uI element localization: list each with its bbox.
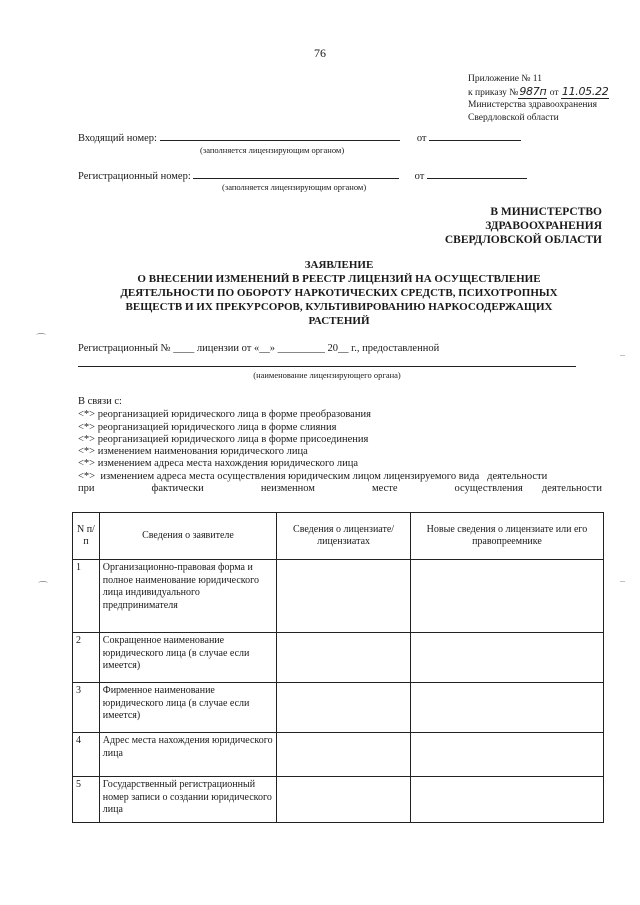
row-label: Адрес места нахождения юридического лица	[99, 733, 276, 777]
incoming-number-label: Входящий номер:	[78, 133, 157, 144]
licensee-cell[interactable]	[277, 683, 411, 733]
appendix-order	[468, 86, 609, 100]
new-info-cell[interactable]	[410, 683, 603, 733]
row-number: 1	[73, 560, 100, 633]
addressee-line-1: В МИНИСТЕРСТВО	[490, 206, 602, 218]
new-info-cell[interactable]	[410, 777, 603, 823]
addressee-line-2: ЗДРАВООХРАНЕНИЯ	[485, 220, 602, 232]
licensee-cell[interactable]	[277, 777, 411, 823]
order-number-handwritten: 987п	[519, 84, 547, 98]
row-label: Фирменное наименование юридического лица (в случае если имеется)	[99, 683, 276, 733]
incoming-date-from: от	[416, 133, 427, 144]
row-number: 5	[73, 777, 100, 823]
appendix-region: Свердловской области	[468, 112, 559, 123]
reason-item[interactable]: <*> реорганизацией юридического лица в форме слияния	[78, 421, 337, 433]
appendix-order-prefix: к приказу №	[468, 87, 519, 98]
registration-number-field[interactable]	[193, 168, 399, 179]
reason-item-continuation: при фактически неизменном месте осуществления деятельности	[78, 483, 602, 495]
row-label: Государственный регистрационный номер записи о создании юридического лица	[99, 777, 276, 823]
reasons-block	[78, 396, 602, 495]
appendix-block	[468, 73, 609, 124]
registration-date-field[interactable]	[427, 168, 527, 179]
title-line-2: О ВНЕСЕНИИ ИЗМЕНЕНИЙ В РЕЕСТР ЛИЦЕНЗИЙ НА ОСУЩЕСТВЛЕНИЕ	[137, 273, 541, 285]
row-number: 2	[73, 633, 100, 683]
title-line-3: ДЕЯТЕЛЬНОСТИ ПО ОБОРОТУ НАРКОТИЧЕСКИХ СРЕДСТВ, ПСИХОТРОПНЫХ	[120, 287, 558, 299]
appendix-order-from: от	[549, 87, 559, 98]
addressee-block	[445, 205, 602, 247]
incoming-date-field[interactable]	[429, 130, 521, 141]
table-row	[73, 777, 604, 823]
title-line-1: ЗАЯВЛЕНИЕ	[304, 259, 374, 271]
incoming-number-field[interactable]	[160, 130, 400, 141]
incoming-number-hint: (заполняется лицензирующим органом)	[200, 145, 345, 155]
row-label: Сокращенное наименование юридического лица (в случае если имеется)	[99, 633, 276, 683]
appendix-ministry: Министерства здравоохранения	[468, 100, 597, 110]
appendix-title: Приложение № 11	[468, 74, 542, 84]
incoming-number-row	[78, 130, 521, 144]
registration-number-hint: (заполняется лицензирующим органом)	[222, 182, 367, 192]
page-number: 76	[314, 46, 326, 60]
reasons-intro: В связи с:	[78, 396, 122, 407]
addressee-line-3: СВЕРДЛОВСКОЙ ОБЛАСТИ	[444, 234, 602, 246]
licensing-organ-field[interactable]	[78, 366, 576, 367]
reason-item[interactable]: <*> реорганизацией юридического лица в форме присоединения	[78, 433, 369, 445]
row-label: Организационно-правовая форма и полное наименование юридического лица индивидуального предпринимателя	[99, 560, 276, 633]
applicant-info-table	[72, 512, 604, 823]
row-number: 3	[73, 683, 100, 733]
table-header-row	[73, 513, 604, 560]
reason-item[interactable]: <*> изменением адреса места нахождения юридического лица	[78, 458, 359, 470]
table-row	[73, 733, 604, 777]
registration-number-row	[78, 168, 527, 182]
new-info-cell[interactable]	[410, 560, 603, 633]
scan-dash-icon: –	[620, 576, 625, 587]
reason-item[interactable]: <*> изменением наименования юридического лица	[78, 446, 308, 458]
document-title	[78, 258, 600, 328]
reason-item[interactable]: <*> реорганизацией юридического лица в форме преобразования	[78, 409, 371, 421]
row-number: 4	[73, 733, 100, 777]
reason-item[interactable]: <*> изменением адреса места осуществления юридическим лицом лицензируемого вида деятельности	[78, 470, 548, 482]
registration-number-label: Регистрационный номер:	[78, 171, 191, 182]
licensee-cell[interactable]	[277, 633, 411, 683]
registration-date-from: от	[414, 171, 425, 182]
header-number: N п/п	[73, 513, 100, 560]
header-new-info: Новые сведения о лицензиате или его правопреемнике	[410, 513, 603, 560]
licensee-cell[interactable]	[277, 560, 411, 633]
title-line-4: ВЕЩЕСТВ И ИХ ПРЕКУРСОРОВ, КУЛЬТИВИРОВАНИЮ НАРКОСОДЕРЖАЩИХ	[125, 301, 553, 313]
header-applicant-info: Сведения о заявителе	[99, 513, 276, 560]
licensee-cell[interactable]	[277, 733, 411, 777]
licensing-organ-hint: (наименование лицензирующего органа)	[253, 370, 401, 380]
table-row	[73, 560, 604, 633]
new-info-cell[interactable]	[410, 633, 603, 683]
scan-mark-icon: ⌒	[38, 582, 48, 593]
table-row	[73, 683, 604, 733]
title-line-5: РАСТЕНИЙ	[308, 315, 370, 327]
scan-dash-icon: –	[620, 350, 625, 361]
table-row	[73, 633, 604, 683]
scan-mark-icon: ⌒	[36, 334, 46, 345]
new-info-cell[interactable]	[410, 733, 603, 777]
header-licensee-info: Сведения о лицензиате/лицензиатах	[277, 513, 411, 560]
license-registration-line[interactable]: Регистрационный № ____ лицензии от «__» _________ 20__ г., предоставленной	[78, 343, 440, 354]
order-date-handwritten: 11.05.22	[561, 84, 609, 98]
